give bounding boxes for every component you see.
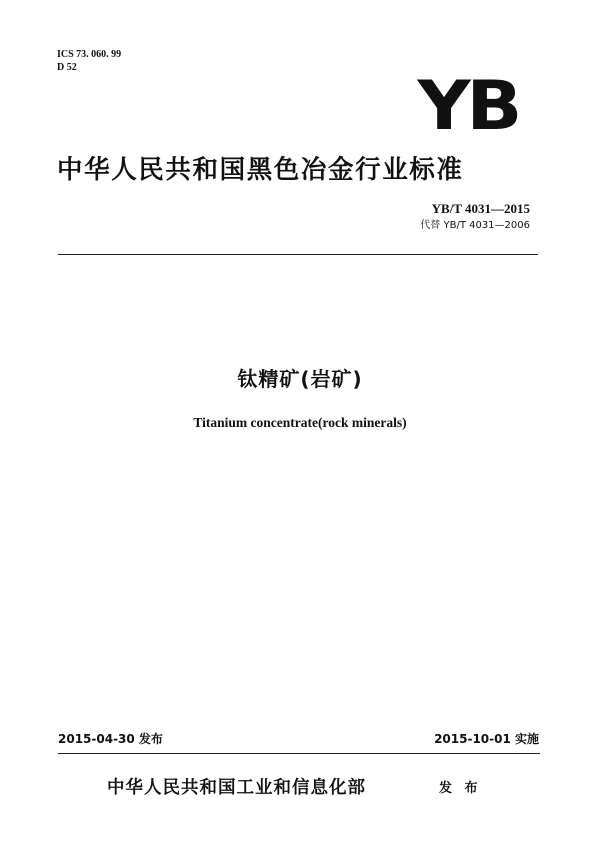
document-title-en: Titanium concentrate(rock minerals)	[193, 415, 407, 430]
top-divider	[58, 254, 538, 255]
standard-category: 中华人民共和国黑色冶金行业标准	[57, 155, 464, 185]
standard-code: YB/T 4031—2015	[431, 201, 530, 216]
ccs-code: D 52	[57, 62, 77, 73]
implementation-date: 2015-10-01 实施	[434, 732, 539, 746]
replaces-note: 代替 YB/T 4031—2006	[420, 220, 530, 231]
document-title-cn: 钛精矿(岩矿)	[237, 367, 363, 391]
yb-logo: YB	[417, 67, 518, 146]
publication-date: 2015-04-30 发布	[58, 732, 163, 746]
classification-block	[57, 48, 121, 74]
issuing-authority: 中华人民共和国工业和信息化部	[107, 778, 366, 798]
bottom-divider	[58, 753, 540, 754]
ics-code: ICS 73. 060. 99	[57, 49, 122, 60]
issue-label: 发 布	[439, 781, 482, 796]
